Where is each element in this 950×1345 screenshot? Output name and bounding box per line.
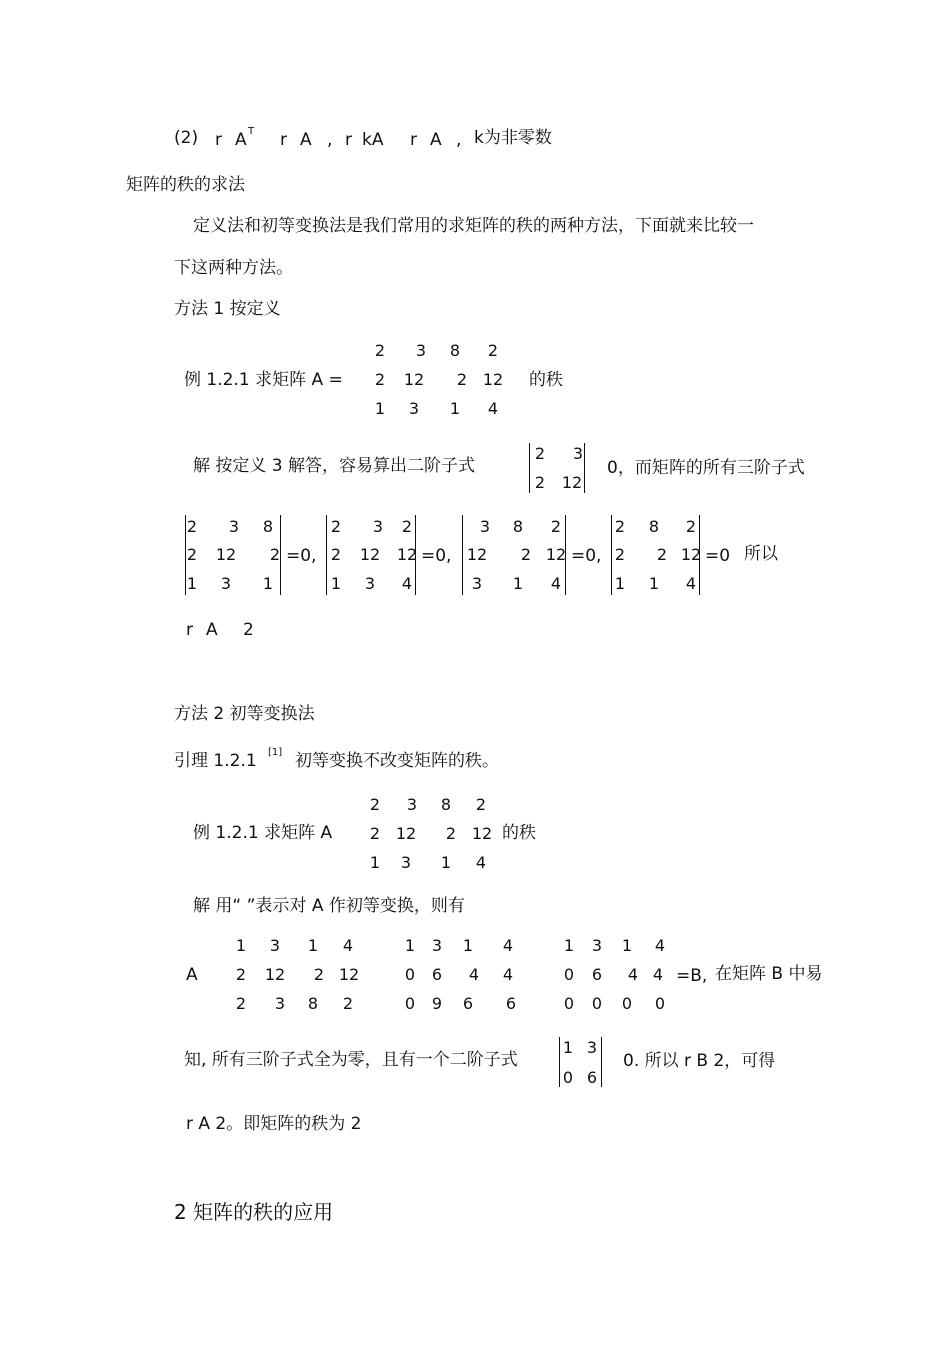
example1-suffix: 的秩: [529, 370, 563, 390]
matrix-cell: 1: [235, 936, 247, 955]
matrix-cell: 1: [563, 936, 575, 955]
matrix-cell: 12: [471, 824, 493, 843]
matrix-cell: 0: [404, 965, 416, 984]
prop-A1: A: [235, 130, 247, 150]
matrix-cell: 12: [338, 965, 360, 984]
det-cell: 3: [220, 574, 232, 593]
after-B: 在矩阵 B 中易: [715, 964, 823, 984]
minor-cell: 2: [534, 473, 546, 492]
matrix-cell: 2: [445, 824, 457, 843]
matrix-cell: 3: [408, 399, 420, 418]
matrix-cell: 3: [406, 795, 418, 814]
result-value: 2: [243, 620, 254, 640]
minor-cell: 0: [562, 1068, 574, 1087]
det-eq: =0,: [286, 546, 317, 566]
matrix-cell: 9: [431, 994, 443, 1013]
det-cell: 2: [330, 517, 342, 536]
det-cell: 3: [479, 517, 491, 536]
eq-B: =B,: [676, 966, 708, 986]
det-bar: [462, 515, 463, 595]
matrix-cell: 6: [505, 994, 517, 1013]
matrix-cell: 2: [235, 994, 247, 1013]
matrix-cell: 8: [449, 341, 461, 360]
matrix-cell: 4: [468, 965, 480, 984]
matrix-cell: 2: [369, 824, 381, 843]
minor-cell: 1: [562, 1038, 574, 1057]
matrix-cell: 1: [462, 936, 474, 955]
example2-suffix: 的秩: [502, 823, 536, 843]
lemma-text: 初等变换不改变矩阵的秩。: [295, 751, 499, 771]
matrix-cell: 1: [621, 936, 633, 955]
prop-number: (2): [174, 128, 199, 148]
lemma-label: 引理 1.2.1: [174, 751, 257, 771]
det-cell: 12: [680, 545, 702, 564]
result-r: r: [186, 620, 193, 640]
matrix-cell: 4: [502, 936, 514, 955]
matrix-cell: 3: [274, 994, 286, 1013]
prop-r1: r: [215, 130, 222, 150]
matrix-cell: 1: [369, 853, 381, 872]
det-cell: 12: [215, 545, 237, 564]
det-cell: 3: [372, 517, 384, 536]
solution1-prefix: 解 按定义 3 解答，容易算出二阶子式: [193, 456, 476, 476]
prop-r4: r: [410, 130, 417, 150]
det-cell: 2: [186, 517, 198, 536]
det-cell: 1: [186, 574, 198, 593]
matrix-cell: 12: [403, 370, 425, 389]
det-cell: 4: [401, 574, 413, 593]
det-cell: 12: [466, 545, 488, 564]
det-cell: 2: [656, 545, 668, 564]
matrix-cell: 6: [462, 994, 474, 1013]
matrix-cell: 2: [374, 370, 386, 389]
matrix-cell: 3: [591, 936, 603, 955]
matrix-cell: 8: [307, 994, 319, 1013]
line2-prefix: 知, 所有三阶子式全为零，且有一个二阶子式: [184, 1050, 518, 1070]
minor-cell: 3: [586, 1038, 598, 1057]
det-cell: 2: [186, 545, 198, 564]
matrix-cell: 0: [563, 994, 575, 1013]
prop-comma2: ,: [456, 130, 462, 150]
lemma-ref: [1]: [268, 747, 283, 758]
det-cell: 8: [512, 517, 524, 536]
det-cell: 12: [359, 545, 381, 564]
matrix-cell: 8: [440, 795, 452, 814]
det-cell: 2: [685, 517, 697, 536]
matrix-cell: 3: [269, 936, 281, 955]
solution1-mid: 0，而矩阵的所有三阶子式: [607, 458, 805, 478]
solution2-line: 解 用“ ”表示对 A 作初等变换，则有: [193, 896, 465, 916]
matrix-cell: 0: [404, 994, 416, 1013]
intro-line-2: 下这两种方法。: [174, 258, 293, 278]
matrix-cell: 2: [313, 965, 325, 984]
minor-cell: 12: [561, 473, 583, 492]
matrix-cell: 3: [400, 853, 412, 872]
det-cell: 8: [648, 517, 660, 536]
section-title: 矩阵的秩的求法: [126, 175, 245, 195]
det-eq: =0,: [421, 546, 452, 566]
chain-lead: A: [186, 965, 198, 985]
det-cell: 2: [520, 545, 532, 564]
matrix-cell: 2: [487, 341, 499, 360]
prop-comma1: ,: [327, 130, 333, 150]
line2-suffix: 0. 所以 r B 2，可得: [623, 1051, 776, 1071]
det-cell: 3: [471, 574, 483, 593]
so-text: 所以: [744, 544, 778, 564]
matrix-cell: 1: [449, 399, 461, 418]
matrix-cell: 0: [563, 965, 575, 984]
det-cell: 12: [545, 545, 567, 564]
prop-A3: A: [430, 130, 442, 150]
matrix-cell: 6: [431, 965, 443, 984]
conclusion: r A 2。即矩阵的秩为 2: [186, 1114, 362, 1134]
matrix-cell: 2: [369, 795, 381, 814]
det-cell: 1: [262, 574, 274, 593]
det-eq: =0: [705, 546, 731, 566]
result-A: A: [206, 620, 218, 640]
matrix-cell: 2: [456, 370, 468, 389]
matrix-cell: 12: [482, 370, 504, 389]
det-cell: 1: [330, 574, 342, 593]
matrix-cell: 2: [235, 965, 247, 984]
det-cell: 1: [512, 574, 524, 593]
intro-line-1: 定义法和初等变换法是我们常用的求矩阵的秩的两种方法，下面就来比较一: [193, 216, 754, 236]
matrix-cell: 4: [342, 936, 354, 955]
section2-title: 2 矩阵的秩的应用: [174, 1200, 334, 1224]
matrix-cell: 4: [487, 399, 499, 418]
prop-transpose: T: [248, 126, 255, 137]
method2-title: 方法 2 初等变换法: [174, 704, 315, 724]
det-eq: =0,: [571, 546, 602, 566]
matrix-cell: 12: [395, 824, 417, 843]
det-cell: 2: [269, 545, 281, 564]
det-cell: 2: [330, 545, 342, 564]
prop-A2: A: [300, 130, 312, 150]
det-cell: 2: [614, 545, 626, 564]
det-cell: 4: [685, 574, 697, 593]
matrix-cell: 1: [307, 936, 319, 955]
det-cell: 2: [614, 517, 626, 536]
det-cell: 1: [614, 574, 626, 593]
prop-k-nonzero: k为非零数: [474, 128, 552, 148]
matrix-cell: 1: [440, 853, 452, 872]
prop-kA: kA: [362, 130, 384, 150]
det-cell: 3: [364, 574, 376, 593]
matrix-cell: 4: [652, 965, 664, 984]
method1-title: 方法 1 按定义: [174, 299, 281, 319]
example2-label: 例 1.2.1 求矩阵 A: [193, 823, 333, 843]
det-cell: 4: [550, 574, 562, 593]
det-cell: 8: [262, 517, 274, 536]
matrix-cell: 0: [591, 994, 603, 1013]
matrix-cell: 1: [404, 936, 416, 955]
matrix-cell: 4: [475, 853, 487, 872]
det-cell: 2: [401, 517, 413, 536]
matrix-cell: 4: [627, 965, 639, 984]
matrix-cell: 2: [342, 994, 354, 1013]
det-cell: 1: [648, 574, 660, 593]
matrix-cell: 3: [431, 936, 443, 955]
matrix-cell: 1: [374, 399, 386, 418]
det-cell: 12: [396, 545, 418, 564]
matrix-cell: 2: [374, 341, 386, 360]
matrix-cell: 4: [502, 965, 514, 984]
matrix-cell: 0: [654, 994, 666, 1013]
matrix-cell: 4: [654, 936, 666, 955]
example1-label: 例 1.2.1 求矩阵 A =: [184, 370, 343, 390]
det-cell: 2: [550, 517, 562, 536]
prop-r3: r: [345, 130, 352, 150]
minor-cell: 2: [534, 444, 546, 463]
prop-r2: r: [280, 130, 287, 150]
matrix-cell: 2: [475, 795, 487, 814]
minor-cell: 3: [572, 444, 584, 463]
matrix-cell: 6: [591, 965, 603, 984]
matrix-cell: 0: [621, 994, 633, 1013]
det-cell: 3: [228, 517, 240, 536]
matrix-cell: 3: [415, 341, 427, 360]
minor-cell: 6: [586, 1068, 598, 1087]
matrix-cell: 12: [264, 965, 286, 984]
